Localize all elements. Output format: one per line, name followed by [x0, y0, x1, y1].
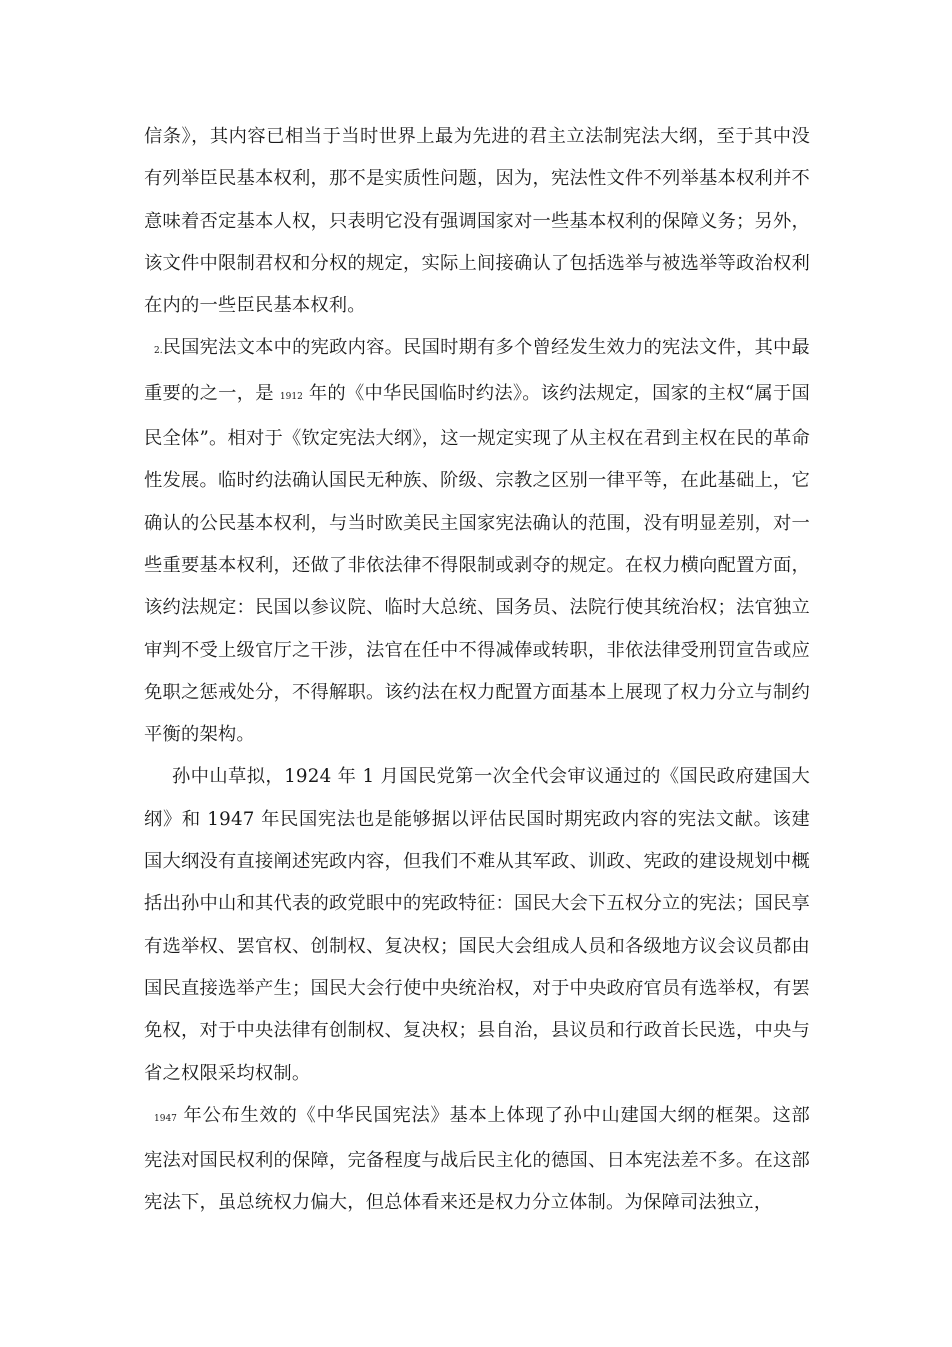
year-1912: 1912 — [279, 391, 303, 402]
document-body — [144, 116, 810, 1225]
paragraph-3 — [144, 756, 810, 1094]
paragraph-4 — [144, 1095, 810, 1225]
paragraph-2-text-b: 年的《中华民国临时约法》。该约法规定，国家的主权“属于国民全体”。相对于《钦定宪法大纲》，这一规定实现了从主权在君到主权在民的革命性发展。临时约法确认国民无种族、阶级、宗教之区别一律平等，在此基础上，它确认的公民基本权利，与当时欧美民主国家宪法确认的范围，没有明显差别，对一些重要基本权利，还做了非依法律不得限制或剥夺的规定。在权力横向配置方面，该约法规定：民国以参议院、临时大总统、国务员、法院行使其统治权；法官独立审判不受上级官厅之干涉，法官在任中不得减俸或转职，非依法律受刑罚宣告或应免职之惩戒处分，不得解职。该约法在权力配置方面基本上展现了权力分立与制约平衡的架构。 — [144, 382, 810, 746]
section-number: 2. — [154, 346, 163, 357]
paragraph-2-text-a: 民国宪法文本中的宪政内容。民国时期有多个曾经发生效力的宪法文件，其中最重要的之一，是 — [144, 337, 810, 404]
paragraph-4-text: 年公布生效的《中华民国宪法》基本上体现了孙中山建国大纲的框架。这部宪法对国民权利的保障，完备程度与战后民主化的德国、日本宪法差不多。在这部宪法下，虽总统权力偏大，但总体看来还是权力分立体制。为保障司法独立， — [144, 1104, 810, 1214]
paragraph-1 — [144, 116, 810, 327]
year-1947: 1947 — [154, 1113, 177, 1124]
paragraph-1-text: 信条》，其内容已相当于当时世界上最为先进的君主立法制宪法大纲，至于其中没有列举臣民基本权利，那不是实质性问题，因为，宪法性文件不列举基本权利并不意味着否定基本人权，只表明它没有强调国家对一些基本权利的保障义务；另外，该文件中限制君权和分权的规定，实际上间接确认了包括选举与被选举等政治权利在内的一些臣民基本权利。 — [144, 126, 810, 317]
paragraph-2 — [144, 327, 810, 756]
paragraph-3-text: 孙中山草拟，1924 年 1 月国民党第一次全代会审议通过的《国民政府建国大纲》和 1947 年民国宪法也是能够据以评估民国时期宪政内容的宪法文献。该建国大纲没有直接阐述宪政内容，但我们不难从其军政、训政、宪政的建设规划中概括出孙中山和其代表的政党眼中的宪政特征：国民大会下五权分立的宪法；国民享有选举权、罢官权、创制权、复决权；国民大会组成人员和各级地方议会议员都由国民直接选举产生；国民大会行使中央统治权，对于中央政府官员有选举权，有罢免权，对于中央法律有创制权、复决权；县自治，县议员和行政首长民选，中央与省之权限采均权制。 — [144, 766, 810, 1084]
